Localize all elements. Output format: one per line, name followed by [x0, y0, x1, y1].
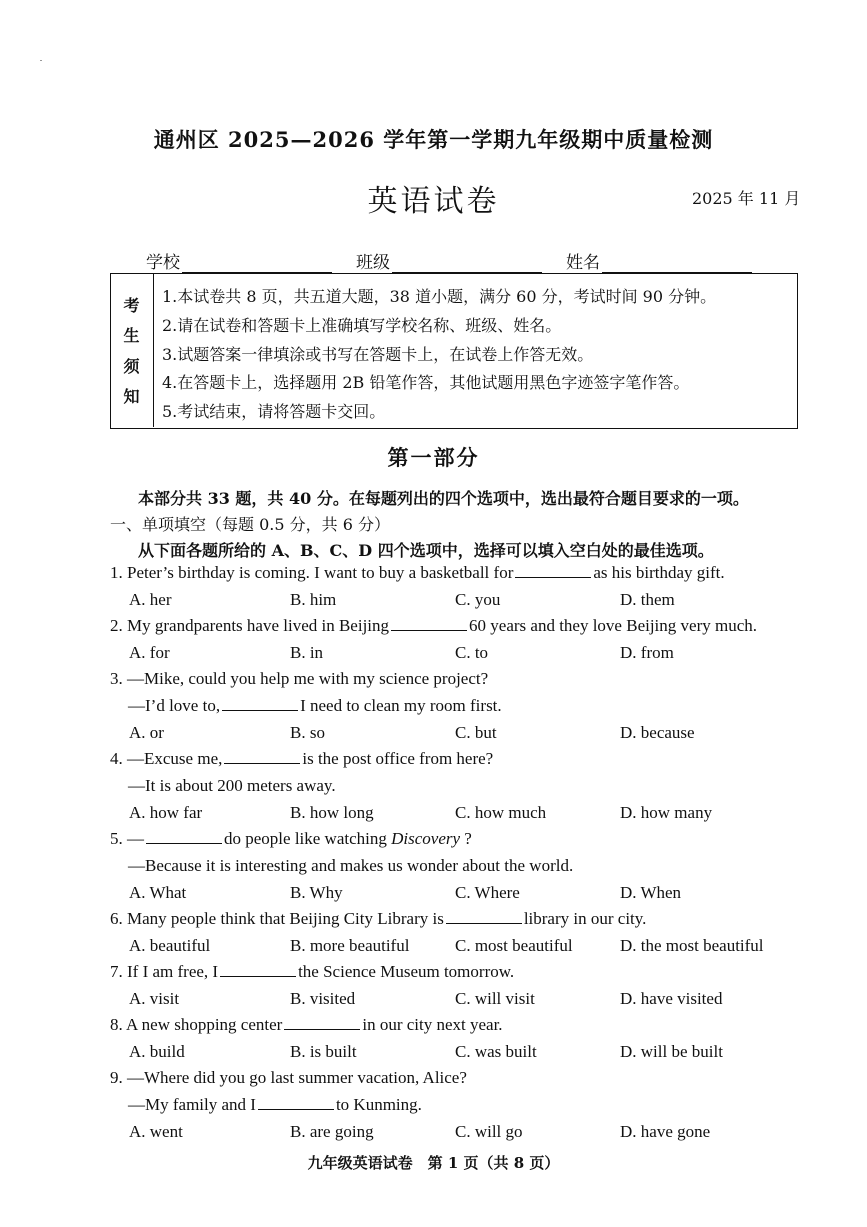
- option-a: A. went: [129, 1122, 183, 1141]
- scan-speck: [40, 60, 42, 61]
- notice-label-char: 考: [123, 295, 140, 315]
- question-line: [110, 829, 472, 849]
- name-field: [566, 248, 752, 273]
- question-text: —It is about 200 meters away.: [128, 776, 336, 795]
- class-line: [392, 254, 542, 273]
- option-a: A. her: [129, 590, 172, 609]
- option-c: C. most beautiful: [455, 936, 573, 955]
- option-d: D. how many: [620, 803, 713, 822]
- option-c: C. to: [455, 643, 489, 662]
- option-b: B. is built: [290, 1042, 357, 1061]
- page-footer: 九年级英语试卷 第 1 页（共 8 页）: [307, 1154, 560, 1172]
- question-text: 3. —Mike, could you help me with my science project?: [110, 669, 489, 688]
- question-line: [128, 1095, 422, 1115]
- notice-label: [110, 273, 154, 427]
- question-text: —My family and I: [128, 1095, 256, 1114]
- option-d: D. from: [620, 643, 674, 662]
- option-c: C. Where: [455, 883, 520, 902]
- option-d: D. have visited: [620, 989, 723, 1008]
- question-line: [110, 616, 757, 636]
- option-c: C. but: [455, 723, 497, 742]
- option-d: D. them: [620, 590, 675, 609]
- question-text: 8. A new shopping center: [110, 1015, 283, 1034]
- option-b: B. Why: [290, 883, 343, 902]
- question-line: [110, 962, 514, 982]
- notice-item: 2.请在试卷和答题卡上准确填写学校名称、班级、姓名。: [162, 316, 562, 335]
- question-line: [110, 669, 488, 689]
- option-a: A. or: [129, 723, 164, 742]
- question-text: the Science Museum tomorrow.: [298, 962, 515, 981]
- answer-blank: [220, 962, 296, 977]
- option-a: A. beautiful: [129, 936, 211, 955]
- answer-blank: [446, 909, 522, 924]
- option-a: A. build: [129, 1042, 185, 1061]
- name-label: 姓名: [566, 253, 600, 273]
- option-b: B. visited: [290, 989, 356, 1008]
- question-text: library in our city.: [523, 909, 647, 928]
- question-text: I need to clean my room first.: [300, 696, 502, 715]
- question-text: to Kunming.: [335, 1095, 422, 1114]
- notice-label-char: 生: [123, 326, 140, 346]
- question-italic-text: Discovery: [386, 829, 465, 848]
- class-field: [356, 248, 542, 273]
- option-d: D. When: [620, 883, 682, 902]
- answer-blank: [258, 1095, 334, 1110]
- option-a: A. What: [129, 883, 187, 902]
- question-text: —Because it is interesting and makes us wonder about the world.: [128, 856, 574, 875]
- subject-title: 英语试卷: [367, 184, 500, 219]
- part-title: 第一部分: [387, 445, 480, 470]
- question-line: [128, 856, 573, 876]
- question-text: is the post office from here?: [302, 749, 494, 768]
- name-line: [602, 254, 752, 273]
- school-field: [146, 248, 332, 273]
- question-text: 7. If I am free, I: [110, 962, 219, 981]
- notice-label-char: 知: [123, 387, 140, 407]
- notice-item: 5.考试结束，请将答题卡交回。: [162, 402, 386, 421]
- class-label: 班级: [356, 253, 390, 273]
- section-title: 一、单项填空（每题 0.5 分，共 6 分）: [110, 515, 390, 534]
- question-line: [110, 563, 725, 583]
- notice-item: 4.在答题卡上，选择题用 2B 铅笔作答，其他试题用黑色字迹签字笔作答。: [162, 373, 690, 392]
- question-text: 9. —Where did you go last summer vacation, Alice?: [110, 1068, 467, 1087]
- option-d: D. will be built: [620, 1042, 723, 1061]
- question-text: —I’d love to,: [128, 696, 221, 715]
- option-c: C. will go: [455, 1122, 523, 1141]
- question-text: 6. Many people think that Beijing City Library is: [110, 909, 444, 928]
- answer-blank: [391, 616, 467, 631]
- section-directions: 从下面各题所给的 A、B、C、D 四个选项中，选择可以填入空白处的最佳选项。: [138, 541, 714, 560]
- option-b: B. more beautiful: [290, 936, 410, 955]
- option-a: A. how far: [129, 803, 203, 822]
- question-line: [110, 909, 646, 929]
- option-b: B. so: [290, 723, 325, 742]
- exam-title: 通州区 2025—2026 学年第一学期九年级期中质量检测: [153, 127, 714, 152]
- exam-date: 2025 年 11 月: [692, 189, 801, 208]
- option-d: D. the most beautiful: [620, 936, 764, 955]
- question-text: 60 years and they love Beijing very much.: [469, 616, 758, 635]
- option-c: C. you: [455, 590, 501, 609]
- notice-item: 3.试题答案一律填涂或书写在答题卡上，在试卷上作答无效。: [162, 345, 594, 364]
- option-b: B. in: [290, 643, 324, 662]
- option-d: D. because: [620, 723, 695, 742]
- option-b: B. are going: [290, 1122, 374, 1141]
- school-line: [182, 254, 332, 273]
- question-line: [128, 696, 502, 716]
- question-line: [128, 776, 336, 796]
- answer-blank: [515, 563, 591, 578]
- question-text: do people like watching: [224, 829, 387, 848]
- answer-blank: [222, 696, 298, 711]
- option-b: B. him: [290, 590, 337, 609]
- notice-label-char: 须: [123, 356, 140, 376]
- option-b: B. how long: [290, 803, 374, 822]
- question-line: [110, 1015, 503, 1035]
- option-c: C. will visit: [455, 989, 535, 1008]
- question-text: 2. My grandparents have lived in Beijing: [110, 616, 390, 635]
- question-text: 5. —: [110, 829, 144, 848]
- answer-blank: [224, 749, 300, 764]
- question-line: [110, 1068, 467, 1088]
- question-text: 4. —Excuse me,: [110, 749, 223, 768]
- question-text: 1. Peter’s birthday is coming. I want to buy a basketball for: [110, 563, 514, 582]
- option-a: A. for: [129, 643, 170, 662]
- answer-blank: [146, 829, 222, 844]
- question-text: in our city next year.: [362, 1015, 503, 1034]
- option-c: C. was built: [455, 1042, 537, 1061]
- option-d: D. have gone: [620, 1122, 711, 1141]
- school-label: 学校: [146, 253, 180, 273]
- question-text: ?: [464, 829, 472, 848]
- option-c: C. how much: [455, 803, 547, 822]
- answer-blank: [284, 1015, 360, 1030]
- question-text: as his birthday gift.: [593, 563, 725, 582]
- part-intro: 本部分共 33 题，共 40 分。在每题列出的四个选项中，选出最符合题目要求的一项。: [138, 489, 749, 508]
- option-a: A. visit: [129, 989, 180, 1008]
- question-line: [110, 749, 493, 769]
- notice-item: 1.本试卷共 8 页，共五道大题，38 道小题，满分 60 分，考试时间 90 分钟。: [162, 287, 717, 306]
